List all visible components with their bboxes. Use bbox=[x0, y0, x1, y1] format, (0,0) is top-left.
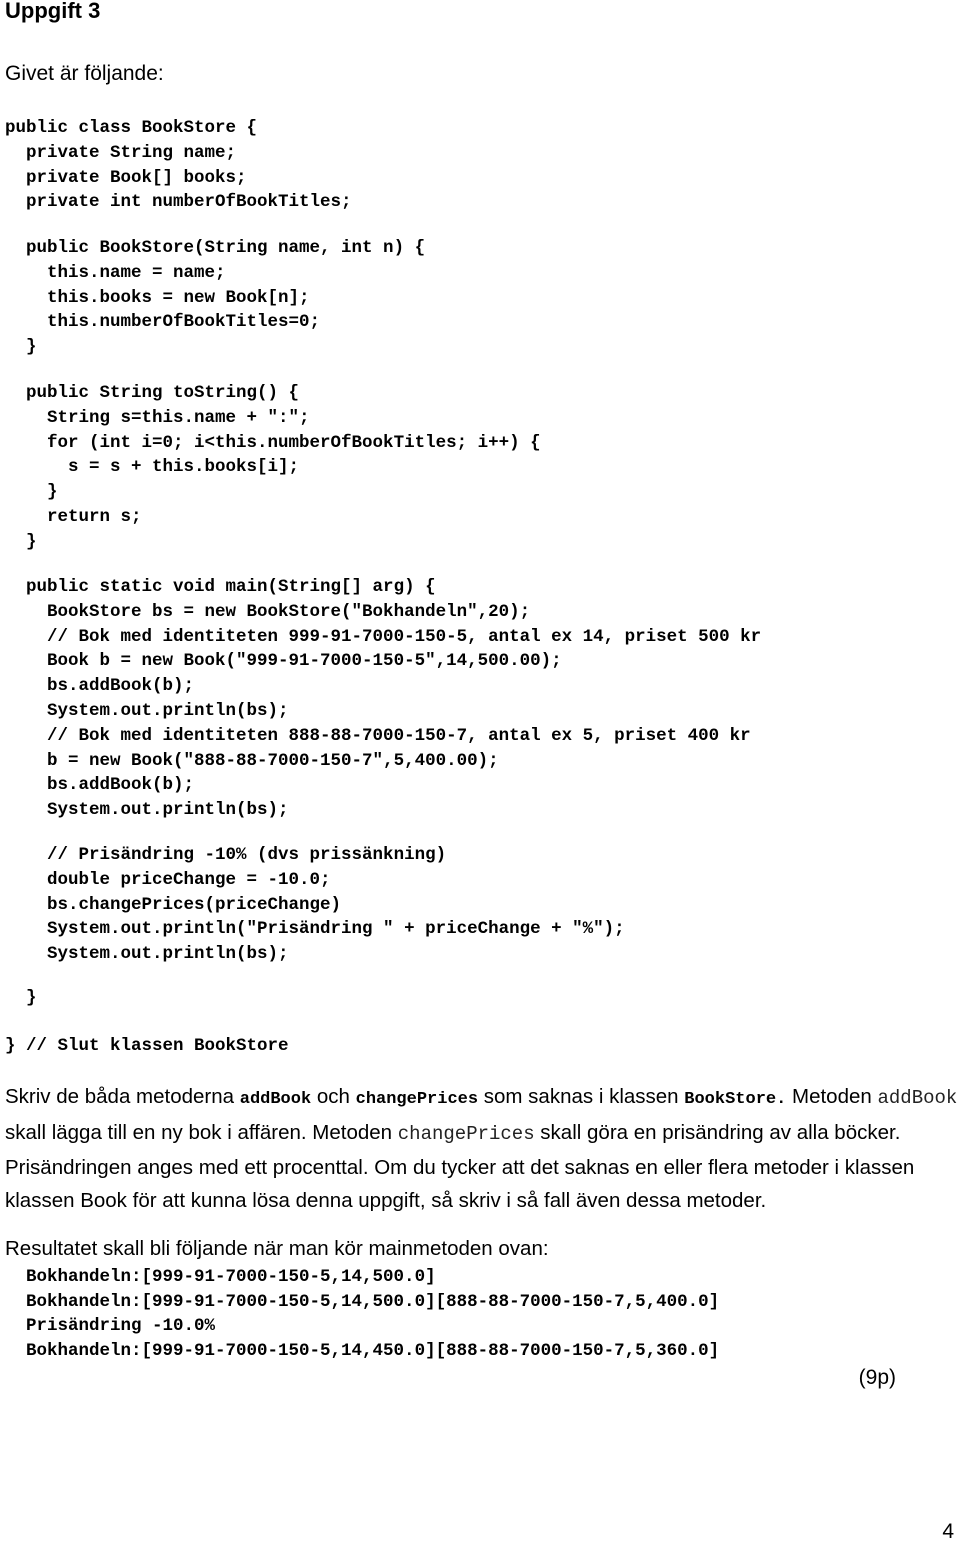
code-line: this.numberOfBookTitles=0; bbox=[5, 312, 321, 333]
code-line: s = s + this.books[i]; bbox=[5, 457, 300, 478]
code-line: String s=this.name + ":"; bbox=[5, 407, 310, 428]
output-line: Bokhandeln:[999-91-7000-150-5,14,500.0][888-88-7000-150-7,5,400.0] bbox=[26, 1291, 720, 1312]
code-line: public class BookStore { bbox=[5, 118, 258, 138]
code-main-part1 bbox=[5, 575, 761, 823]
expected-output bbox=[26, 1265, 719, 1363]
code-line: private int numberOfBookTitles; bbox=[5, 192, 352, 213]
code-main-close bbox=[5, 986, 37, 1011]
code-line: System.out.println(bs); bbox=[5, 944, 289, 965]
code-line: Book b = new Book("999-91-7000-150-5",14,500.00); bbox=[5, 651, 562, 672]
result-intro: Resultatet skall bli följande när man kör mainmetoden ovan: bbox=[5, 1237, 549, 1260]
task-description bbox=[5, 1080, 960, 1217]
code-class-header bbox=[5, 116, 352, 215]
inline-code: addBook bbox=[877, 1087, 958, 1109]
intro-text: Givet är följande: bbox=[5, 62, 164, 85]
code-main-part2 bbox=[5, 843, 625, 967]
code-line: } // Slut klassen BookStore bbox=[5, 1036, 289, 1056]
inline-code: BookStore. bbox=[684, 1090, 787, 1109]
code-line: BookStore bs = new BookStore("Bokhandeln",20); bbox=[5, 601, 531, 622]
output-line: Bokhandeln:[999-91-7000-150-5,14,500.0] bbox=[26, 1267, 436, 1287]
code-line: for (int i=0; i<this.numberOfBookTitles; i++) { bbox=[5, 432, 541, 453]
output-line: Prisändring -10.0% bbox=[26, 1316, 216, 1336]
code-line: // Bok med identiteten 999-91-7000-150-5, antal ex 14, priset 500 kr bbox=[5, 626, 762, 647]
task-text: som saknas i klassen bbox=[478, 1085, 685, 1108]
code-line: return s; bbox=[5, 506, 142, 527]
inline-code: addBook bbox=[239, 1090, 312, 1109]
code-line: bs.addBook(b); bbox=[5, 775, 195, 796]
code-line: b = new Book("888-88-7000-150-7",5,400.00); bbox=[5, 750, 499, 771]
code-line: System.out.println("Prisändring " + priceChange + "%"); bbox=[5, 919, 625, 940]
code-line: public String toString() { bbox=[5, 383, 300, 403]
code-line: System.out.println(bs); bbox=[5, 800, 289, 821]
inline-code: changePrices bbox=[397, 1123, 535, 1145]
code-line: this.name = name; bbox=[5, 262, 226, 283]
code-line: } bbox=[5, 531, 37, 552]
task-text: Skriv de båda metoderna bbox=[5, 1085, 240, 1108]
code-line: } bbox=[5, 337, 37, 358]
code-line: } bbox=[5, 482, 58, 503]
code-line: private Book[] books; bbox=[5, 167, 247, 188]
code-line: public static void main(String[] arg) { bbox=[5, 577, 436, 597]
code-line: double priceChange = -10.0; bbox=[5, 869, 331, 890]
points-label: (9p) bbox=[858, 1366, 896, 1389]
code-line: private String name; bbox=[5, 142, 237, 163]
code-tostring bbox=[5, 381, 541, 555]
output-line: Bokhandeln:[999-91-7000-150-5,14,450.0][888-88-7000-150-7,5,360.0] bbox=[26, 1340, 720, 1361]
code-line: public BookStore(String name, int n) { bbox=[5, 238, 426, 258]
task-text: Metoden bbox=[786, 1085, 878, 1108]
code-constructor bbox=[5, 236, 425, 360]
task-text: och bbox=[311, 1085, 356, 1108]
page-number: 4 bbox=[942, 1520, 954, 1543]
task-heading: Uppgift 3 bbox=[5, 0, 101, 23]
code-line: // Bok med identiteten 888-88-7000-150-7, antal ex 5, priset 400 kr bbox=[5, 725, 751, 746]
code-line: } bbox=[5, 988, 37, 1008]
code-line: bs.changePrices(priceChange) bbox=[5, 894, 342, 915]
code-line: this.books = new Book[n]; bbox=[5, 287, 310, 308]
code-line: // Prisändring -10% (dvs prissänkning) bbox=[5, 845, 447, 865]
task-text: skall göra en prisändring av alla böcker. Prisändringen anges med ett procenttal. Om du tycker att det saknas en eller flera metoder i klassen klassen Book för att kunna lösa denna uppgift, så skriv i så fall även dessa metoder. bbox=[5, 1121, 915, 1212]
task-text: skall lägga till en ny bok i affären. Metoden bbox=[5, 1121, 398, 1144]
code-line: System.out.println(bs); bbox=[5, 700, 289, 721]
inline-code: changePrices bbox=[355, 1090, 479, 1109]
code-line: bs.addBook(b); bbox=[5, 676, 195, 697]
code-class-close bbox=[5, 1034, 289, 1059]
